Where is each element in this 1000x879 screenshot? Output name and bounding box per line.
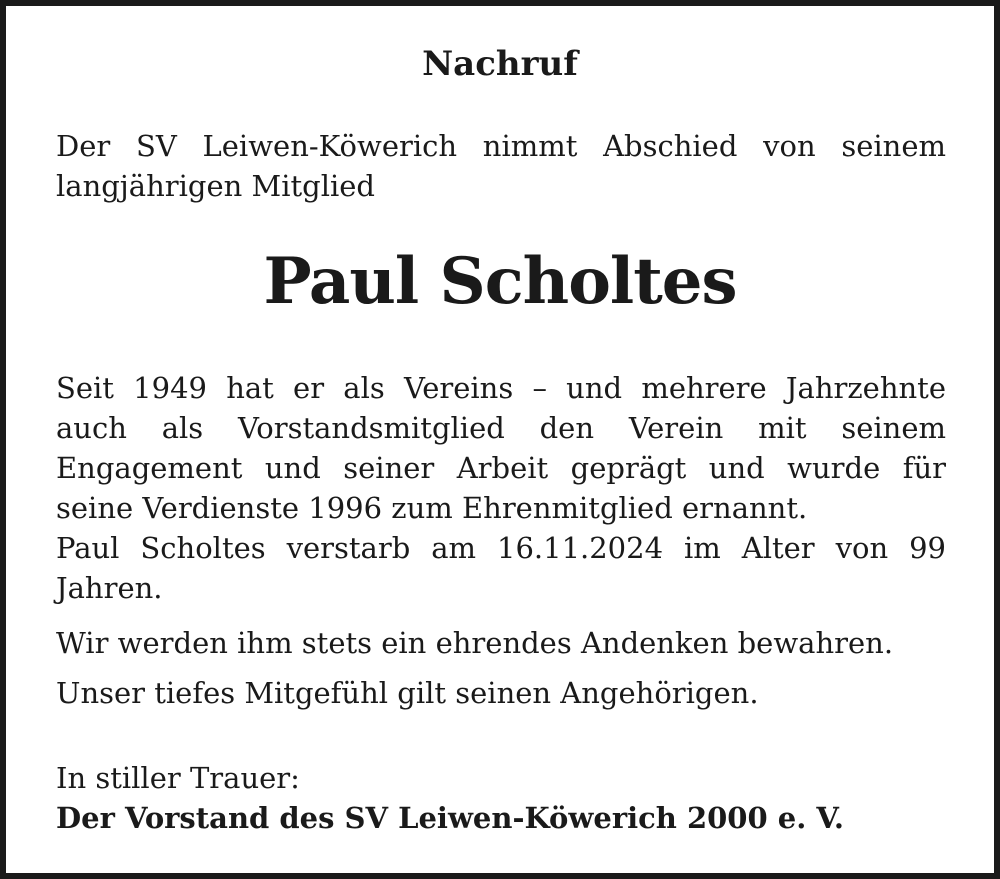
intro-line: langjährigen Mitglied: [56, 169, 375, 203]
sympathy-line: Unser tiefes Mitgefühl gilt seinen Angehörigen.: [56, 676, 759, 710]
biography-text: [56, 368, 946, 608]
intro-line: Der SV Leiwen-Köwerich nimmt Abschied von seinem: [56, 129, 946, 163]
intro-text: [56, 126, 946, 206]
closing-block: [56, 758, 946, 838]
sympathy-text: [56, 673, 946, 713]
body-line: Engagement und seiner Arbeit geprägt und wurde für: [56, 451, 946, 485]
body-line: Paul Scholtes verstarb am 16.11.2024 im Alter von 99: [56, 531, 946, 565]
closing-line: In stiller Trauer:: [56, 761, 300, 795]
deceased-name: Paul Scholtes: [263, 244, 737, 319]
signature-line: Der Vorstand des SV Leiwen-Köwerich 2000 e. V.: [56, 801, 844, 835]
body-line: auch als Vorstandsmitglied den Verein mit seinem: [56, 411, 946, 445]
body-line: seine Verdienste 1996 zum Ehrenmitglied ernannt.: [56, 491, 808, 525]
remembrance-text: [56, 623, 946, 663]
remembrance-line: Wir werden ihm stets ein ehrendes Andenken bewahren.: [56, 626, 894, 660]
notice-title: Nachruf: [422, 44, 578, 84]
body-line: Seit 1949 hat er als Vereins – und mehrere Jahrzehnte: [56, 371, 946, 405]
body-line: Jahren.: [56, 571, 163, 605]
